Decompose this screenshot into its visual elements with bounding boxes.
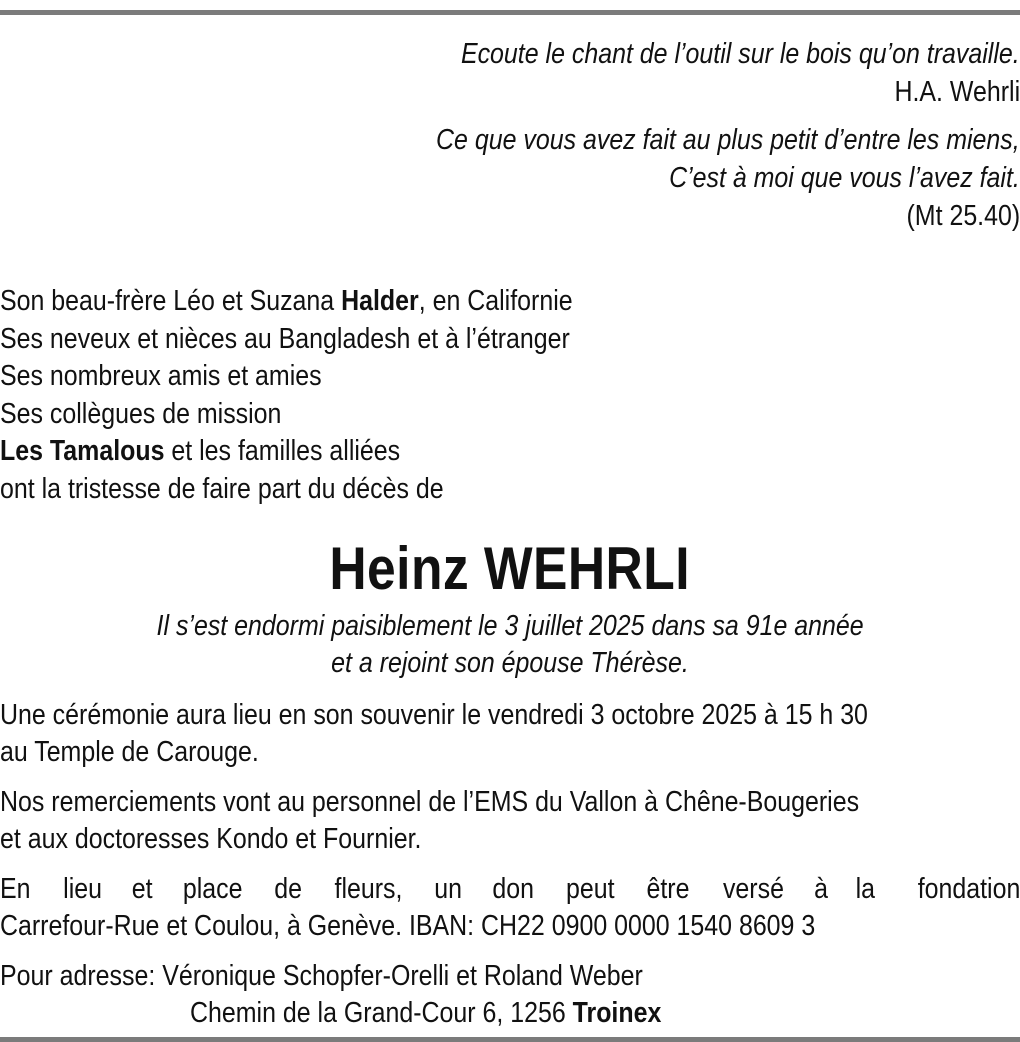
family-line-5: [0, 433, 400, 471]
family-line-4: Ses collègues de mission: [0, 397, 282, 430]
donation-word: la: [855, 872, 875, 905]
donation-line-2: Carrefour-Rue et Coulou, à Genève. IBAN: CH22 0900 0000 1540 8609 3: [0, 910, 816, 943]
epigraph-2-line-2: C’est à moi que vous l’avez fait.: [669, 162, 1020, 194]
address-recipients: Véronique Schopfer-Orelli et Roland Weber: [162, 959, 643, 992]
epigraph-1-line: Ecoute le chant de l’outil sur le bois qu’on travaille.: [461, 38, 1020, 70]
epigraph-1: [0, 35, 1020, 111]
donation-word: de: [274, 872, 303, 905]
donation-word: fleurs,: [334, 872, 403, 905]
passing-line-2: et a rejoint son épouse Thérèse.: [331, 646, 689, 679]
top-rule: [0, 10, 1020, 15]
family-line-5-text: et les familles alliées: [164, 435, 401, 468]
donation-word: don: [492, 872, 535, 905]
donation-word: être: [646, 872, 690, 905]
donation-word: fondation: [917, 872, 1020, 905]
address-label: Pour adresse:: [0, 959, 163, 992]
donation-word: lieu: [63, 872, 102, 905]
family-line-1-location: , en Californie: [418, 285, 573, 317]
donation-line-1: [0, 871, 1020, 909]
donation-word: versé: [722, 872, 784, 905]
address-street: Chemin de la Grand-Cour 6, 1256: [190, 997, 573, 1030]
donation-word: place: [183, 872, 243, 905]
thanks-line-2: et aux doctoresses Kondo et Fournier.: [0, 823, 422, 856]
family-name-tamalous: Les Tamalous: [0, 435, 165, 468]
family-name-halder: Halder: [341, 285, 419, 317]
ceremony-line-1: Une cérémonie aura lieu en son souvenir le vendredi 3 octobre 2025 à 15 h 30: [0, 698, 868, 731]
family-line-1: [0, 283, 573, 321]
obituary-notice: [0, 18, 1020, 1033]
epigraph-1-source: H.A. Wehrli: [894, 76, 1020, 108]
donation-word: un: [434, 872, 463, 905]
passing-line-1: Il s’est endormi paisiblement le 3 juillet 2025 dans sa 91e année: [156, 609, 864, 642]
bottom-rule: [0, 1037, 1020, 1042]
address-block: [0, 958, 1020, 1033]
deceased-name-heading: [0, 534, 1020, 604]
epigraph-2-line-1: Ce que vous avez fait au plus petit d’entre les miens,: [436, 124, 1020, 156]
donation-word: En: [0, 872, 31, 905]
address-line-2: [190, 995, 661, 1033]
ceremony-line-2: au Temple de Carouge.: [0, 736, 259, 769]
family-announcement: [0, 283, 1020, 509]
donation-paragraph: [0, 871, 1020, 946]
family-line-1-text: Son beau-frère Léo et Suzana: [0, 285, 342, 317]
epigraph-2: [0, 121, 1020, 235]
passing-details: [0, 608, 1020, 682]
thanks-line-1: Nos remerciements vont au personnel de l’EMS du Vallon à Chêne-Bougeries: [0, 785, 860, 818]
address-line-1: [0, 958, 643, 996]
deceased-name: Heinz WEHRLI: [329, 534, 691, 602]
donation-word: peut: [566, 872, 615, 905]
ceremony-paragraph: [0, 697, 1020, 772]
donation-word: et: [131, 872, 153, 905]
donation-word: à: [814, 872, 828, 905]
epigraph-2-source: (Mt 25.40): [906, 200, 1020, 232]
family-line-2: Ses neveux et nièces au Bangladesh et à l’étranger: [0, 322, 570, 355]
address-town: Troinex: [572, 997, 662, 1030]
family-line-6: ont la tristesse de faire part du décès de: [0, 472, 444, 505]
family-line-3: Ses nombreux amis et amies: [0, 360, 322, 393]
thanks-paragraph: [0, 784, 1020, 859]
